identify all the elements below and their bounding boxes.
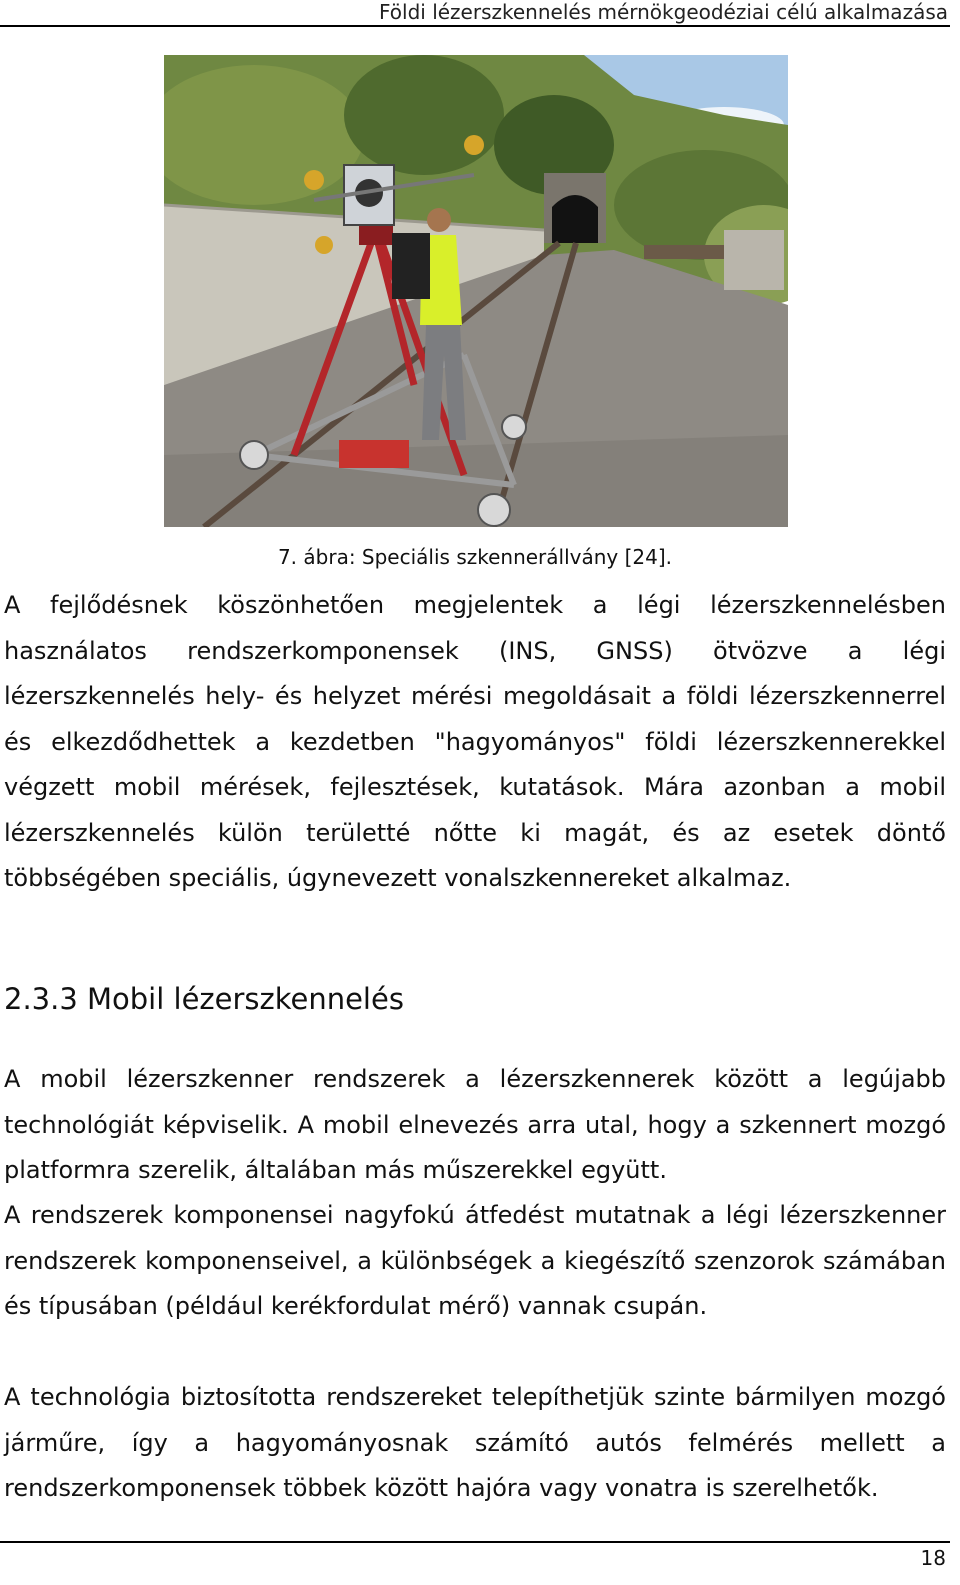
tunnel-opening	[552, 195, 598, 243]
footer-rule	[0, 1541, 950, 1543]
paragraph-mobile-systems: A mobil lézerszkenner rendszerek a lézerszkennerek között a legújabb technológiát képviselik. A mobil elnevezés arra utal, hogy a szkennert mozgó platformra szerelik, általában más műszerekkel együtt.	[4, 1065, 946, 1184]
trolley-box	[339, 440, 409, 468]
sleeper-stack	[724, 230, 784, 290]
running-header: Földi lézerszkennelés mérnökgeodéziai célú alkalmazása	[379, 0, 948, 24]
page-number: 18	[920, 1546, 946, 1570]
section-heading: 2.3.3 Mobil lézerszkennelés	[4, 982, 404, 1016]
railway-scanner-photo	[164, 55, 788, 527]
person-head	[427, 208, 451, 232]
paragraph-intro: A fejlődésnek köszönhetően megjelentek a légi lézerszkennelésben használatos rendszerkomponensek (INS, GNSS) ötvözve a légi lézerszkennelés hely- és helyzet mérési megoldásait a földi lézerszkennerrel és elkezdődhettek a kezdetben "hagyományos" földi lézerszkennerekkel végzett mobil mérések, fejlesztések, kutatások. Mára azonban a mobil lézerszkennelés külön területté nőtte ki magát, és az esetek döntő többségében speciális, úgynevezett vonalszkennereket alkalmaz.	[4, 591, 946, 892]
figure-caption: 7. ábra: Speciális szkennerállvány [24].	[277, 545, 673, 569]
header-rule	[0, 25, 950, 27]
paragraph-components: A rendszerek komponensei nagyfokú átfedést mutatnak a légi lézerszkenner rendszerek komponenseivel, a különbségek a kiegészítő szenzorok számában és típusában (például kerékfordulat mérő) vannak csupán.	[4, 1201, 946, 1320]
figure-photo	[164, 55, 788, 527]
equipment-case	[392, 233, 430, 299]
paragraph-technology: A technológia biztosította rendszereket telepíthetjük szinte bármilyen mozgó járműre, így a hagyományosnak számító autós felmérés mellett a rendszerkomponensek többek között hajóra vagy vonatra is szerelhetők.	[4, 1383, 946, 1502]
